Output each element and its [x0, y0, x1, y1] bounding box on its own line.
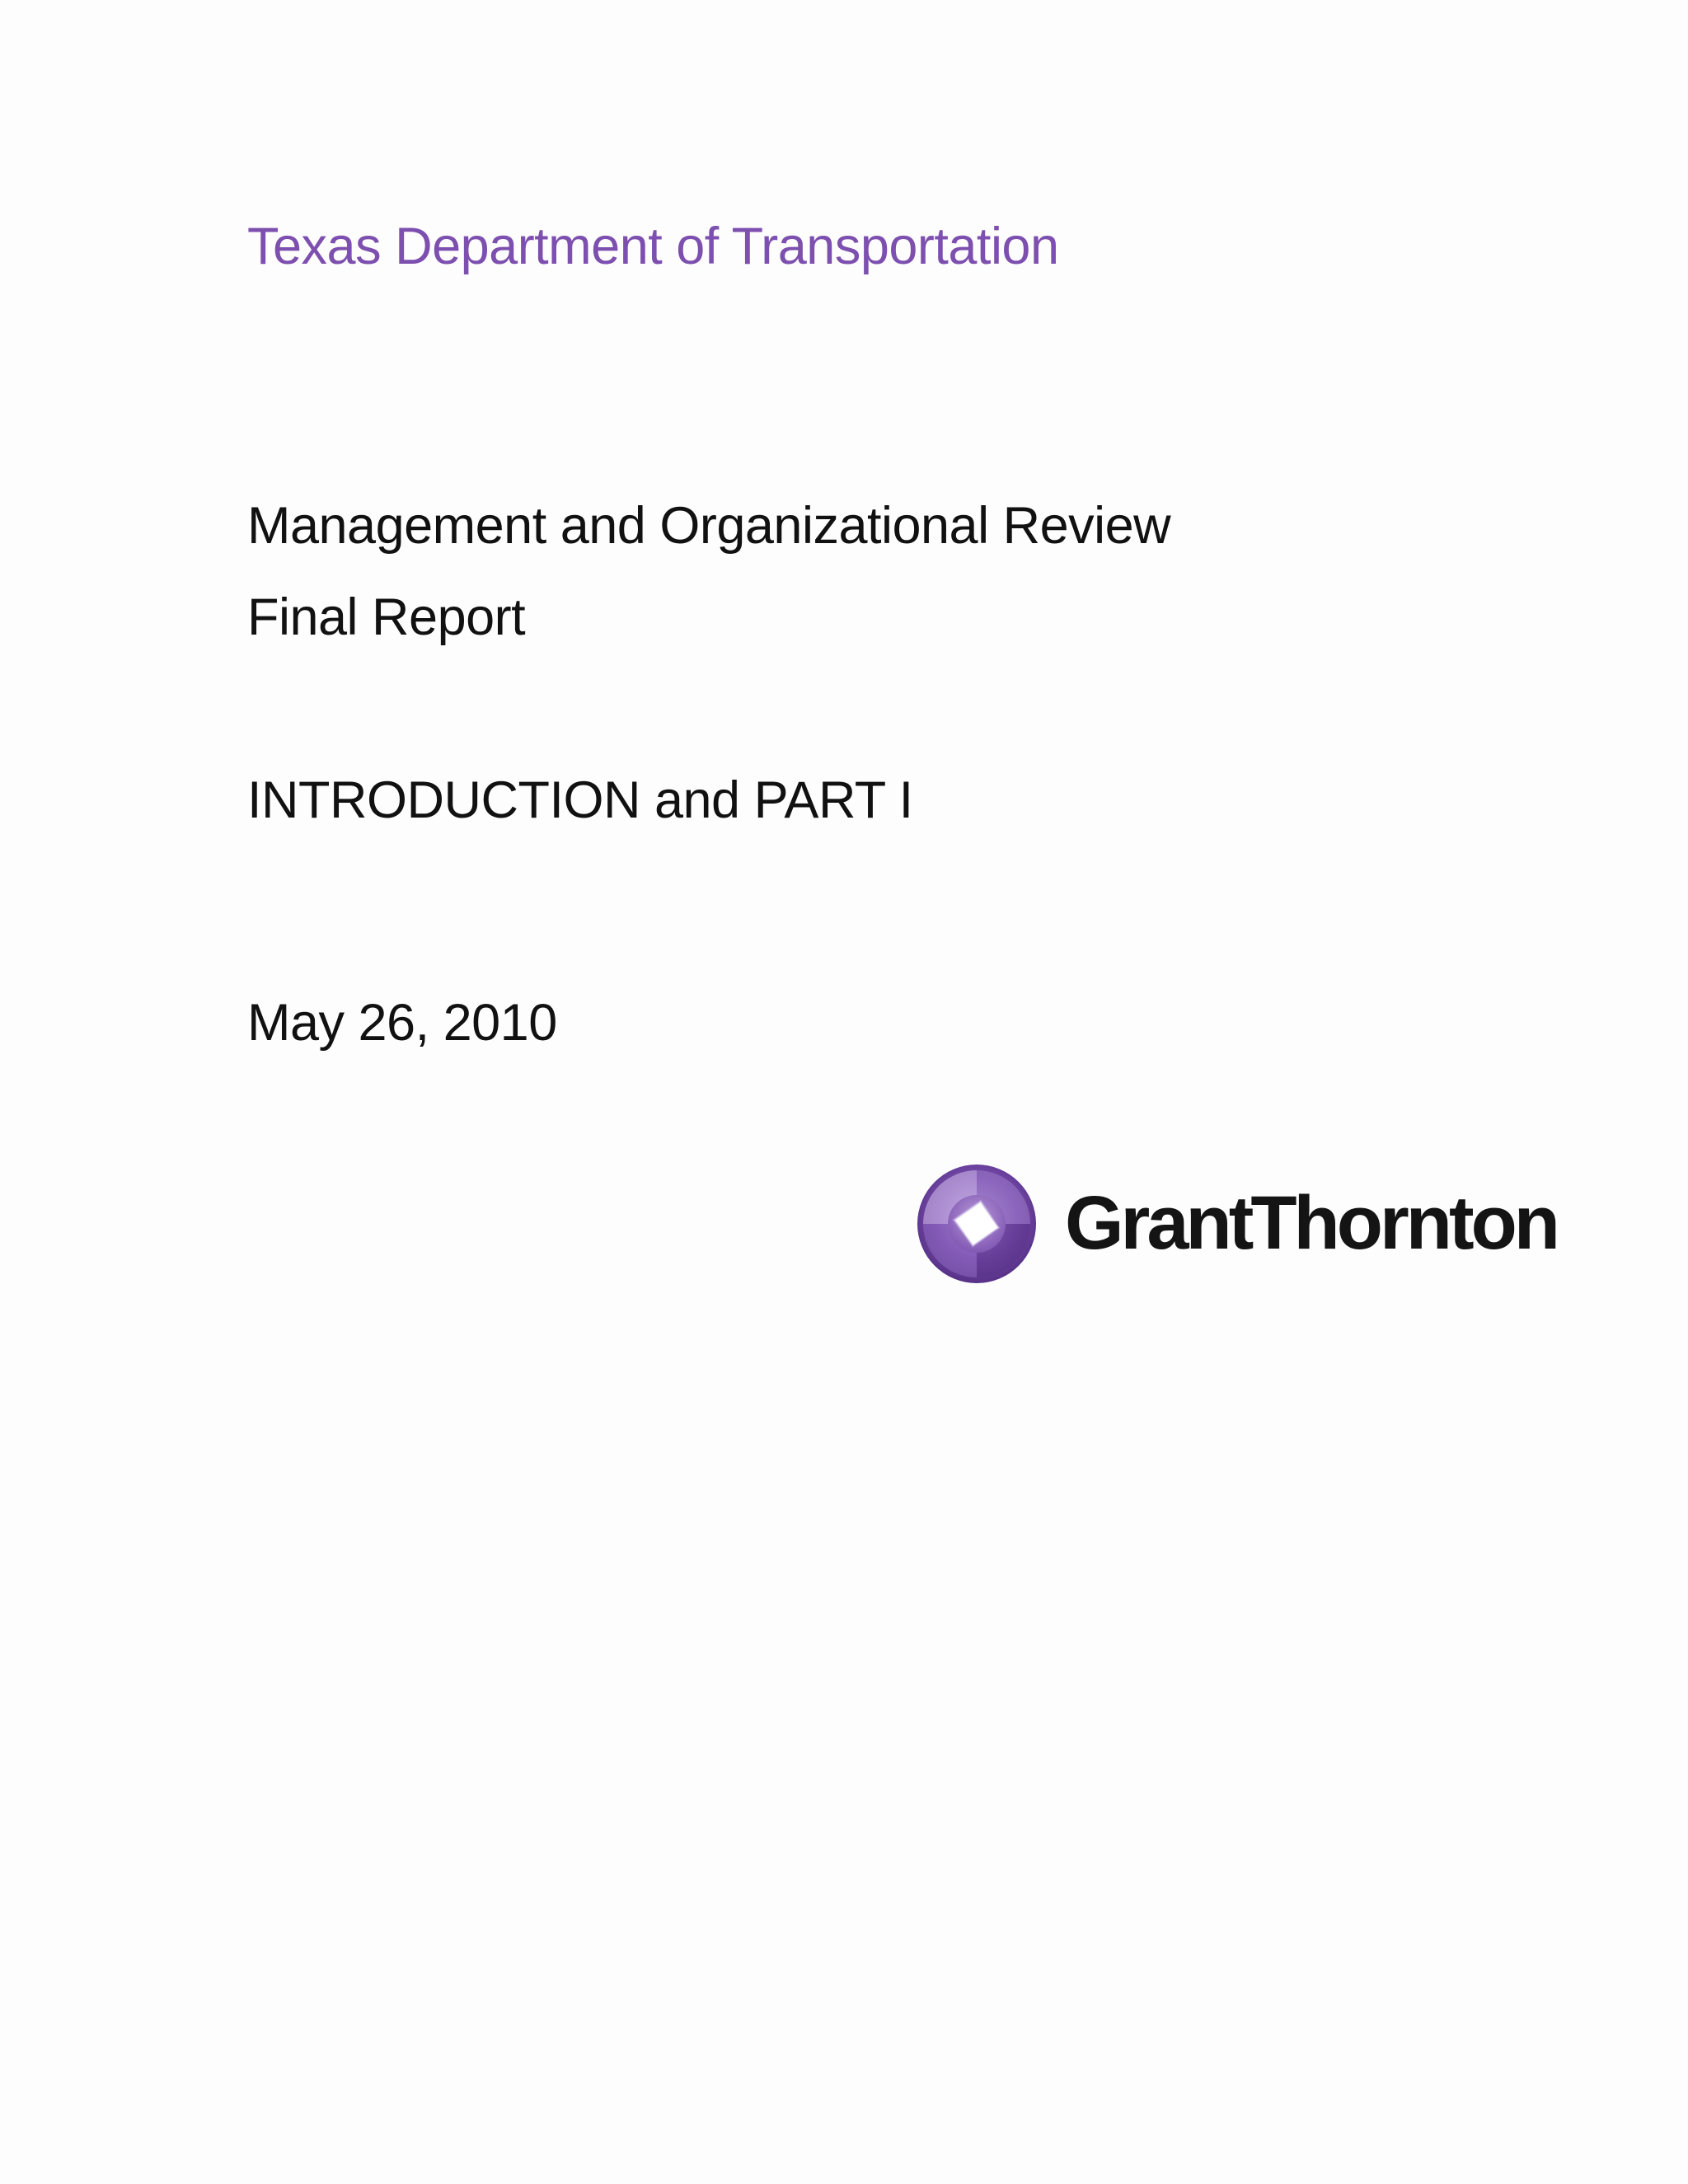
grant-thornton-logo — [915, 1162, 1574, 1286]
report-date: May 26, 2010 — [247, 994, 557, 1052]
grant-thornton-swirl-icon — [915, 1162, 1039, 1286]
logo-wordmark: GrantThornton — [1065, 1181, 1557, 1265]
agency-name: Texas Department of Transportation — [247, 218, 1059, 275]
report-title: Management and Organizational Review — [247, 497, 1171, 555]
section-label: INTRODUCTION and PART I — [247, 771, 913, 829]
report-subtitle: Final Report — [247, 588, 526, 646]
